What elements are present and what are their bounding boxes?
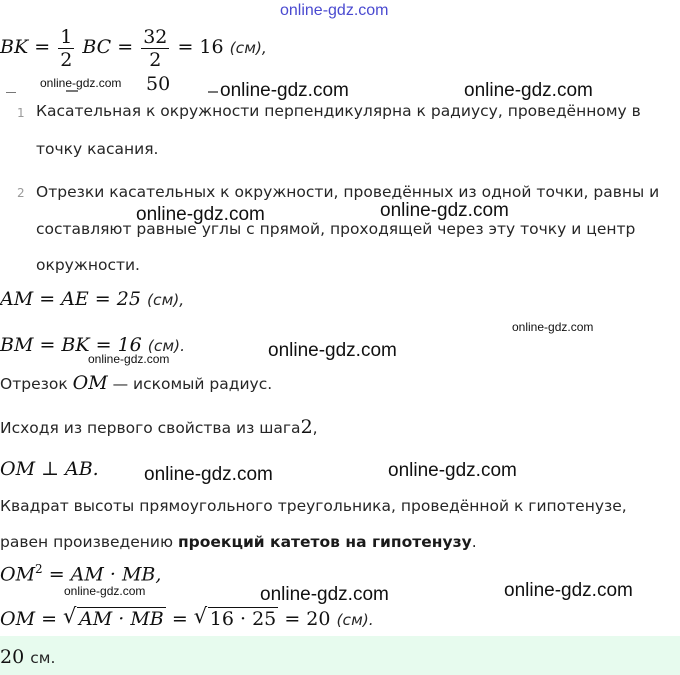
watermark: online-gdz.com bbox=[40, 76, 122, 90]
equation-perpendicular: OM ⊥ AB. bbox=[0, 458, 99, 480]
bold-term: проекций катетов на гипотенузу bbox=[177, 533, 472, 551]
sqrt-am-mb: √ AM · MB bbox=[63, 608, 166, 630]
height-theorem-line2: равен произведению проекций катетов на гипотенузу. bbox=[0, 533, 477, 551]
equation-om-squared: $OM^2$ = AM · MB, bbox=[0, 562, 162, 586]
fraction-den: 2 bbox=[60, 48, 73, 71]
watermark-top: online-gdz.com bbox=[280, 2, 389, 19]
property-1-line2: точку касания. bbox=[36, 140, 159, 158]
watermark: online-gdz.com bbox=[220, 80, 349, 101]
watermark: online-gdz.com bbox=[136, 204, 265, 225]
list-number: 2 bbox=[17, 186, 25, 200]
fraction-32-2 bbox=[141, 26, 169, 71]
eq-root-unit: (см). bbox=[336, 611, 374, 629]
equation-am bbox=[0, 288, 184, 310]
watermark: online-gdz.com bbox=[512, 320, 594, 334]
property-2-line3: окружности. bbox=[36, 256, 140, 274]
watermark: online-gdz.com bbox=[388, 460, 517, 481]
list-number: 1 bbox=[17, 106, 25, 120]
property-1-line1: Касательная к окружности перпендикулярна к радиусу, проведённому в bbox=[36, 102, 641, 120]
watermark: online-gdz.com bbox=[64, 584, 146, 598]
watermark: online-gdz.com bbox=[504, 580, 633, 601]
answer-bar bbox=[0, 636, 680, 675]
answer-unit: см. bbox=[30, 649, 56, 667]
height-theorem-line1: Квадрат высоты прямоугольного треугольника, проведённой к гипотенузе, bbox=[0, 497, 627, 515]
equation-om-root: OM = √ AM · MB = √ 16 · 25 = 20 (см). bbox=[0, 608, 374, 630]
equation-bk: BK = $\frac{1}{2}$ BC = $\frac{32}{2}$ = 16 (см), bbox=[0, 25, 267, 71]
om-radius-text: Отрезок OM — искомый радиус. bbox=[0, 372, 273, 394]
watermark: online-gdz.com bbox=[88, 352, 170, 366]
watermark: online-gdz.com bbox=[268, 340, 397, 361]
eq-bm-unit: (см). bbox=[147, 337, 186, 355]
eq-bk-lhs: BK bbox=[0, 36, 29, 58]
fraction-half bbox=[58, 26, 74, 71]
eq-bk-unit: (см), bbox=[229, 39, 267, 57]
answer bbox=[0, 646, 55, 668]
eq-am-math: AM = AE = 25 bbox=[0, 288, 141, 310]
fraction-num: 32 bbox=[143, 25, 168, 48]
om-symbol: OM bbox=[72, 372, 108, 394]
step-number: 2 bbox=[300, 416, 313, 438]
eq-bk-mid: BC bbox=[82, 36, 112, 58]
property-2-line2: составляют равные углы с прямой, проходящей через эту точку и центр bbox=[36, 220, 636, 238]
fraction-num: 1 bbox=[60, 25, 73, 48]
watermark: online-gdz.com bbox=[260, 584, 389, 605]
watermark: online-gdz.com bbox=[464, 80, 593, 101]
step-reference-text: Исходя из первого свойства из шага2, bbox=[0, 416, 318, 438]
exponent: 2 bbox=[35, 562, 43, 576]
watermark: online-gdz.com bbox=[380, 200, 509, 221]
answer-value: 20 bbox=[0, 646, 25, 668]
eq-am-unit: (см), bbox=[147, 291, 185, 309]
clipped-fragment: 50 bbox=[146, 74, 171, 92]
eq-bm-math: BM = BK = 16 bbox=[0, 334, 142, 356]
fraction-den: 2 bbox=[149, 48, 162, 71]
sqrt-16-25: √ 16 · 25 bbox=[194, 608, 278, 630]
watermark: online-gdz.com bbox=[144, 464, 273, 485]
property-2-line1: Отрезки касательных к окружности, проведённых из одной точки, равны и bbox=[36, 183, 660, 201]
eq-bk-rhs: = 16 bbox=[177, 36, 224, 58]
